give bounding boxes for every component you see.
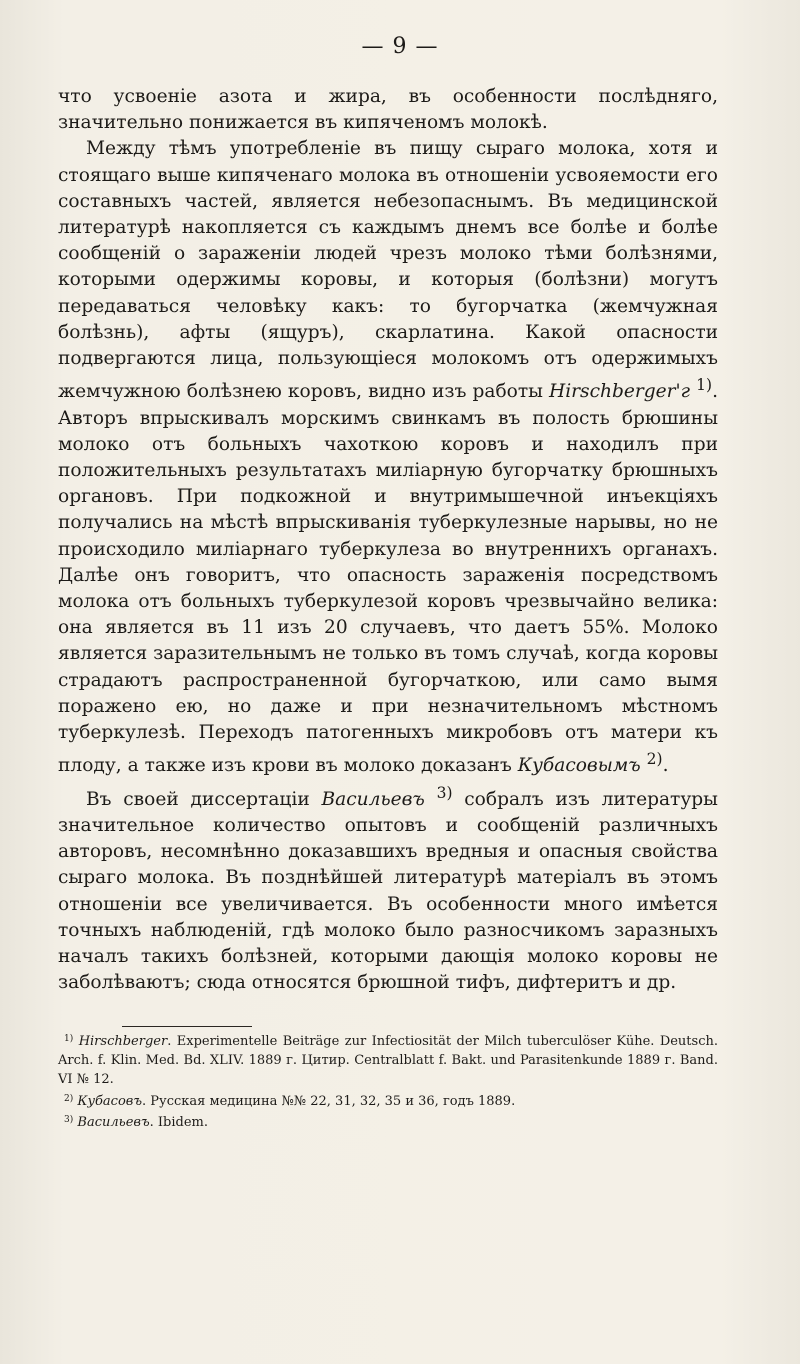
paragraph-3-text-b: собралъ изъ литературы значительное количество опытовъ и сообщеній различныхъ авторовъ, несомнѣнно доказавшихъ вредныя и опасныя свойства сыраго молока. Въ позднѣйшей литературѣ матеріалъ въ этомъ отношеніи все увеличивается. Въ особенности много имѣется точныхъ наблюденій, гдѣ молоко было разносчикомъ заразныхъ началъ такихъ болѣзней, которыми дающія молоко коровы не заболѣваютъ; сюда относятся брюшной тифъ, дифтеритъ и др. — [58, 788, 718, 994]
paragraph-2-text-b: . Авторъ впрыскивалъ морскимъ свинкамъ въ полость брюшины молоко отъ больныхъ чахоткою коровъ и находилъ при положительныхъ результатахъ миліарную бугорчатку брюшныхъ органовъ. При подкожной и внутримышечной инъекціяхъ получались на мѣстѣ впрыскиванія туберкулезные нарывы, но не происходило миліарнаго туберкулеза во внутреннихъ органахъ. Далѣе онъ говоритъ, что опасность зараженія посредствомъ молока отъ больныхъ туберкулезой коровъ чрезвычайно велика: она является въ 11 изъ 20 случаевъ, что даетъ 55%. Молоко является заразительнымъ не только въ томъ случаѣ, когда коровы страдаютъ распространенной бугорчаткою, или само вымя поражено ею, но даже и при незначительномъ мѣстномъ туберкулезѣ. Переходъ патогенныхъ микробовъ отъ матери къ плоду, а также изъ крови въ молоко доказанъ — [58, 381, 718, 777]
footnote-3-mark: 3) — [64, 1114, 74, 1125]
footnote-3 — [58, 1111, 718, 1132]
footnote-3-author: Васильевъ — [77, 1114, 150, 1130]
footnote-2-mark: 2) — [64, 1093, 74, 1104]
page-number: — 9 — — [361, 34, 439, 59]
author-hirschberger: Hirschberger'г — [548, 381, 691, 403]
footnote-2-author: Кубасовъ — [77, 1093, 143, 1109]
footnote-2 — [58, 1090, 718, 1111]
footnote-ref-1: 1) — [696, 376, 713, 395]
footnote-ref-3: 3) — [436, 783, 453, 802]
author-vasiliev: Васильевъ — [321, 788, 425, 810]
paragraph-2-text-c: . — [662, 755, 669, 777]
footnote-ref-2: 2) — [646, 750, 663, 769]
paragraph-3 — [58, 780, 718, 997]
footnote-1-author: Hirschberger — [78, 1034, 168, 1049]
footnote-3-text: . Ibidem. — [149, 1114, 208, 1130]
footnotes — [58, 1030, 718, 1132]
author-kubasov: Кубасовымъ — [517, 755, 641, 777]
footnote-2-text: . Русская медицина №№ 22, 31, 32, 35 и 36, годъ 1889. — [142, 1093, 516, 1109]
footnote-1-mark: 1) — [64, 1034, 74, 1044]
paragraph-2 — [58, 136, 718, 779]
paragraph-2-text-a: Между тѣмъ употребленіе въ пищу сыраго молока, хотя и стоящаго выше кипяченаго молока въ отношеніи усвояемости его составныхъ частей, является небезопаснымъ. Въ медицинской литературѣ накопляется съ каждымъ днемъ все болѣе и болѣе сообщеній о зараженіи людей чрезъ молоко тѣми болѣзнями, которыми одержимы коровы, и которыя (болѣзни) могутъ передаваться человѣку какъ: то бугорчатка (жемчужная болѣзнь), афты (ящуръ), скарлатина. Какой опасности подвергаются лица, пользующіеся молокомъ отъ одержимыхъ жемчужною болѣзнею коровъ, видно изъ работы — [58, 138, 718, 403]
main-text — [58, 84, 718, 996]
footnote-1 — [58, 1030, 718, 1090]
footnote-divider — [122, 1026, 252, 1027]
paragraph-1: что усвоеніе азота и жира, въ особенности послѣдняго, значительно понижается въ кипяченомъ молокѣ. — [58, 86, 718, 134]
footnote-1-text: . Experimentelle Beiträge zur Infectiosität der Milch tuberculöser Kühe. Deutsch. Arch. f. Klin. Med. Bd. XLIV. 1889 г. Цитир. Centralblatt f. Bakt. und Parasitenkunde 1889 г. Band. VI № 12. — [58, 1034, 718, 1088]
paragraph-3-text-a: Въ своей диссертаціи — [86, 788, 310, 810]
